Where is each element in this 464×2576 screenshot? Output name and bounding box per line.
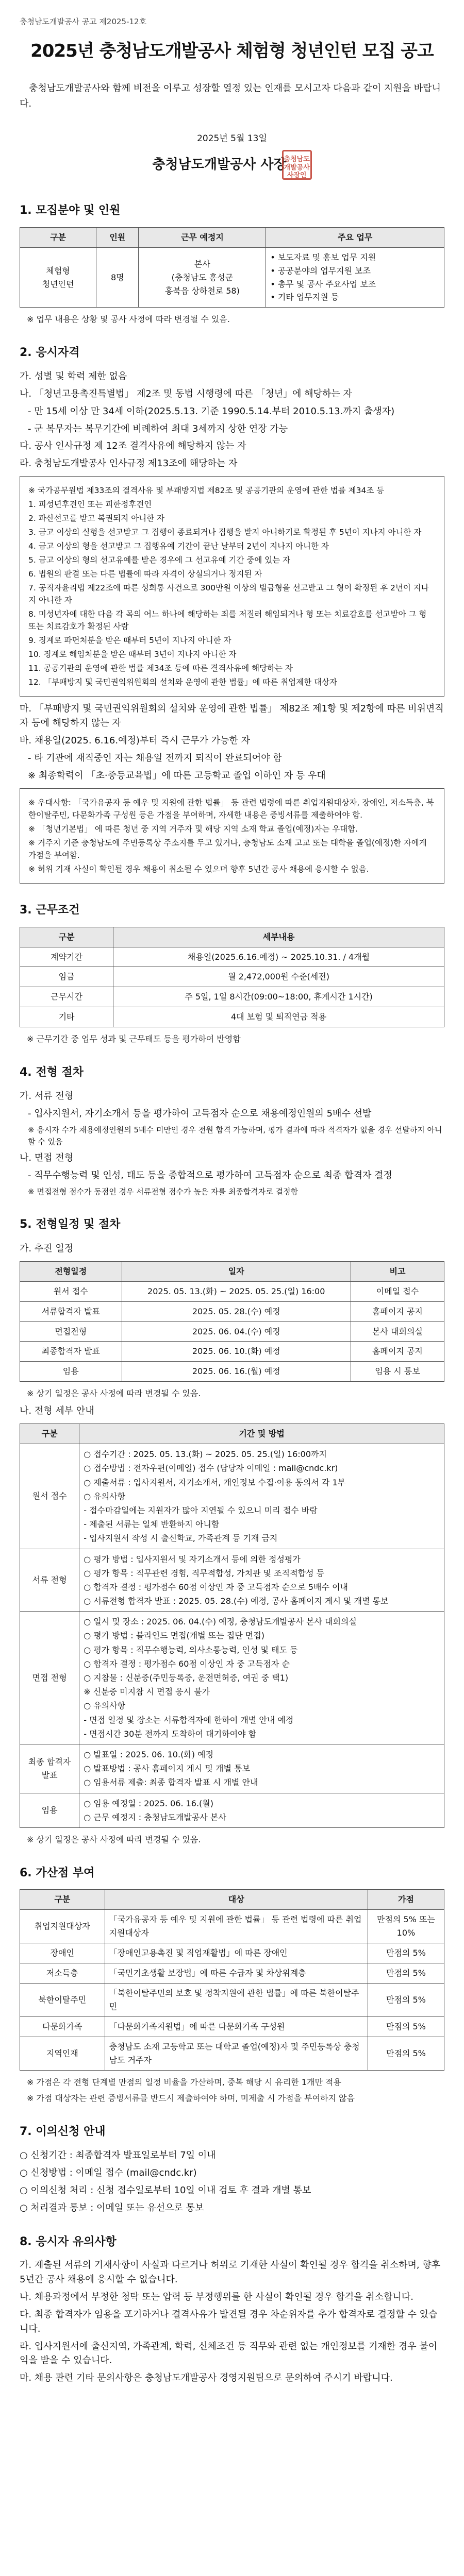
section-title: 1. 모집분야 및 인원 <box>20 204 121 217</box>
table-cell: 취업지원대상자 <box>20 1910 105 1943</box>
section-title: 6. 가산점 부여 <box>20 1866 95 1879</box>
subsection-title: 가. 추진 일정 <box>20 1243 74 1254</box>
table-header: 구분 <box>20 927 113 947</box>
list-item: 라. 충청남도개발공사 인사규정 제13조에 해당하는 자 <box>20 458 238 469</box>
table-header-row <box>20 927 444 947</box>
box-line: 10. 징계로 해임처분을 받은 때부터 3년이 지나지 아니한 자 <box>28 650 237 659</box>
box-line: ※ 국가공무원법 제33조의 결격사유 및 부패방지법 제82조 및 공공기관의 운영에 관한 법률 제34조 등 <box>28 486 385 496</box>
table-row <box>20 2016 444 2037</box>
note: ※ 상기 일정은 공사 사정에 따라 변경될 수 있음. <box>27 1388 201 1399</box>
intro-text: 충청남도개발공사와 함께 비전을 이루고 성장할 열정 있는 인재를 모시고자 다음과 같이 지원을 바랍니다. <box>20 83 441 109</box>
table-cell: 계약기간 <box>20 947 113 967</box>
table-header-row <box>20 1261 444 1281</box>
table-cell: 만점의 5% <box>368 2016 444 2037</box>
table-cell: 저소득층 <box>20 1963 105 1984</box>
box-line: 4. 금고 이상의 형을 선고받고 그 집행유예 기간이 끝난 날부터 2년이 지나지 아니한 자 <box>28 541 329 551</box>
bonus-table <box>20 1889 444 2070</box>
seal-text: 충청남도 개발공사 사장인 <box>284 156 310 180</box>
table-header: 기간 및 방법 <box>79 1424 444 1444</box>
table-row <box>20 987 444 1007</box>
section-title: 5. 전형일정 및 절차 <box>20 1218 121 1231</box>
table-row <box>20 1793 444 1827</box>
list-item: - 군 복무자는 복무기간에 비례하여 최대 3세까지 상한 연장 가능 <box>28 423 288 434</box>
table-cell: 최종 합격자 발표 <box>20 1744 79 1793</box>
table-header: 전형일정 <box>20 1261 122 1281</box>
list-item: 다. 최종 합격자가 임용을 포기하거나 결격사유가 발견될 경우 차순위자를 추가 합격자로 결정할 수 있습니다. <box>20 2309 438 2334</box>
note: ※ 가점 대상자는 관련 증빙서류를 반드시 제출하여야 하며, 미제출 시 가점을 부여하지 않음 <box>27 2093 355 2104</box>
table-cell: 이메일 접수 <box>351 1281 444 1301</box>
table-cell: ○ 접수기간 : 2025. 05. 13.(화) ~ 2025. 05. 25.(일) 16:00까지 ○ 접수방법 : 전자우편(이메일) 접수 (담당자 이메일 : mail@cndc.kr) ○ 제출서류 : 입사지원서, 자기소개서, 개인정보 수집·이용 동의서 각 1부 ○ 유의사항 - 접수마감일에는 지원자가 많아 지연될 수 있으니 미리 접수 바람 - 제출된 서류는 일체 반환하지 아니함 - 입사지원서 작성 시 출신학교, 가족관계 등 기재 금지 <box>79 1444 444 1549</box>
list-item: ※ 면접전형 점수가 동점인 경우 서류전형 점수가 높은 자를 최종합격자로 결정함 <box>28 1187 298 1196</box>
list-item: 다. 공사 인사규정 제 12조 결격사유에 해당하지 않는 자 <box>20 440 246 452</box>
box-line: 7. 공직자윤리법 제22조에 따른 성희롱 사건으로 300만원 이상의 벌금형을 선고받고 그 형이 확정된 후 2년이 지나지 아니한 자 <box>28 583 429 605</box>
table-cell: 장애인 <box>20 1943 105 1963</box>
table-cell: 홈페이지 공지 <box>351 1301 444 1321</box>
list-item: - 타 기관에 재직중인 자는 채용일 전까지 퇴직이 완료되어야 함 <box>28 753 282 764</box>
eligibility-list <box>20 369 444 471</box>
box-line: 9. 징계로 파면처분을 받은 때부터 5년이 지나지 아니한 자 <box>28 636 231 646</box>
box-line: ※ 허위 기재 사실이 확인될 경우 채용이 취소될 수 있으며 향후 5년간 공사 채용에 응시할 수 없음. <box>28 865 369 874</box>
table-header: 인원 <box>96 227 139 247</box>
table-cell: 임용 시 통보 <box>351 1362 444 1382</box>
list-item: - 직무수행능력 및 인성, 태도 등을 종합적으로 평가하여 고득점자 순으로 최종 합격자 결정 <box>28 1170 392 1181</box>
table-cell: 홈페이지 공지 <box>351 1342 444 1362</box>
list-item: 라. 입사지원서에 출신지역, 가족관계, 학력, 신체조건 등 직무와 관련 없는 개인정보를 기재한 경우 불이익을 받을 수 있습니다. <box>20 2341 438 2366</box>
table-cell: ○ 평가 방법 : 입사지원서 및 자기소개서 등에 의한 정성평가 ○ 평가 항목 : 직무관련 경험, 직무적합성, 가치관 및 조직적합성 등 ○ 합격자 결정 : 평가점수 60점 이상인 자 중 고득점자 순으로 5배수 이내 ○ 서류전형 합격자 발표 : 2025. 05. 28.(수) 예정, 공사 홈페이지 게시 및 개별 통보 <box>79 1549 444 1612</box>
table-row <box>20 2037 444 2070</box>
table-cell: 2025. 06. 04.(수) 예정 <box>122 1321 351 1342</box>
list-item: ○ 이의신청 처리 : 신청 접수일로부터 10일 이내 검토 후 결과 개별 통보 <box>20 2184 311 2196</box>
eligibility-extra <box>20 702 444 783</box>
section-title: 7. 이의신청 안내 <box>20 2125 106 2139</box>
caution-list <box>20 2258 444 2385</box>
table-cell: 근무시간 <box>20 987 113 1007</box>
table-cell: 본사 대회의실 <box>351 1321 444 1342</box>
section-title: 8. 응시자 유의사항 <box>20 2235 117 2248</box>
list-item: 마. 채용 관련 기타 문의사항은 충청남도개발공사 경영지원팀으로 문의하여 주시기 바랍니다. <box>20 2372 393 2384</box>
table-row <box>20 247 444 308</box>
box-line: ※ 거주지 기준 충청남도에 주민등록상 주소지를 두고 있거나, 충청남도 소재 고교 또는 대학을 졸업(예정)한 자에게 가점을 부여함. <box>28 838 427 860</box>
table-cell: 만점의 5% 또는 10% <box>368 1910 444 1943</box>
recruit-table <box>20 227 444 308</box>
box-line: 8. 미성년자에 대한 다음 각 목의 어느 하나에 해당하는 죄를 저질러 해임되거나 형 또는 치료감호를 선고받아 그 형 또는 치료감호가 확정된 사람 <box>28 609 427 632</box>
table-row <box>20 1321 444 1342</box>
table-row <box>20 1444 444 1549</box>
table-cell: 체험형 청년인턴 <box>20 247 96 308</box>
table-cell: • 보도자료 및 홍보 업무 지원 • 공공분야의 업무지원 보조 • 총무 및 공사 주요사업 보조 • 기타 업무지원 등 <box>266 247 444 308</box>
table-cell: 서류합격자 발표 <box>20 1301 122 1321</box>
table-cell: 「장애인고용촉진 및 직업재활법」에 따른 장애인 <box>105 1943 368 1963</box>
table-cell: 8명 <box>96 247 139 308</box>
box-line: ※ 「청년기본법」 에 따른 청년 중 지역 거주자 및 해당 지역 소재 학교 졸업(예정)자는 우대함. <box>28 824 358 834</box>
table-cell: 원서 접수 <box>20 1281 122 1301</box>
procedure-list <box>20 1089 444 1198</box>
table-row <box>20 1963 444 1984</box>
disqualification-box <box>20 476 444 697</box>
table-cell: 월 2,472,000원 수준(세전) <box>113 967 444 987</box>
table-cell: ○ 발표일 : 2025. 06. 10.(화) 예정 ○ 발표방법 : 공사 홈페이지 게시 및 개별 통보 ○ 임용서류 제출: 최종 합격자 발표 시 개별 안내 <box>79 1744 444 1793</box>
box-line: 2. 파산선고를 받고 복권되지 아니한 자 <box>28 514 165 523</box>
table-row <box>20 1549 444 1612</box>
note: ※ 상기 일정은 공사 사정에 따라 변경될 수 있음. <box>27 1834 201 1844</box>
table-cell: 지역인재 <box>20 2037 105 2070</box>
list-item: 가. 성별 및 학력 제한 없음 <box>20 370 127 382</box>
list-item: 나. 면접 전형 <box>20 1153 74 1163</box>
box-line: ※ 우대사항: 「국가유공자 등 예우 및 지원에 관한 법률」 등 관련 법령에 따른 취업지원대상자, 장애인, 저소득층, 북한이탈주민, 다문화가족 구성원 등은 가점을 부여하며, 자세한 내용은 증빙서류를 제출하여야 함. <box>28 798 434 820</box>
list-item: 마. 「부패방지 및 국민권익위원회의 설치와 운영에 관한 법률」 제82조 제1항 및 제2항에 따른 비위면직자 등에 해당하지 않는 자 <box>20 703 444 729</box>
table-cell: 채용일(2025.6.16.예정) ~ 2025.10.31. / 4개월 <box>113 947 444 967</box>
list-item: ○ 신청기간 : 최종합격자 발표일로부터 7일 이내 <box>20 2149 216 2161</box>
box-line: 6. 법원의 판결 또는 다른 법률에 따라 자격이 상실되거나 정지된 자 <box>28 569 262 579</box>
table-cell: 「국민기초생활 보장법」에 따른 수급자 및 차상위계층 <box>105 1963 368 1984</box>
table-header-row <box>20 1890 444 1910</box>
table-header: 구분 <box>20 1424 79 1444</box>
table-header: 구분 <box>20 227 96 247</box>
table-cell: 만점의 5% <box>368 1983 444 2016</box>
page-title: 2025년 충청남도개발공사 체험형 청년인턴 모집 공고 <box>30 41 434 62</box>
table-cell: 임용 <box>20 1362 122 1382</box>
table-cell: 기타 <box>20 1007 113 1027</box>
note: ※ 업무 내용은 상황 및 공사 사정에 따라 변경될 수 있음. <box>27 314 230 325</box>
box-line: 5. 금고 이상의 형의 선고유예를 받은 경우에 그 선고유예 기간 중에 있는 자 <box>28 555 291 565</box>
notice-number: 충청남도개발공사 공고 제2025-12호 <box>20 17 147 26</box>
table-cell: 본사 (충청남도 홍성군 홍북읍 상하천로 58) <box>139 247 266 308</box>
org-signature <box>20 150 444 180</box>
list-item: - 입사지원서, 자기소개서 등을 평가하여 고득점자 순으로 채용예정인원의 5배수 선발 <box>28 1108 372 1119</box>
table-cell: 만점의 5% <box>368 1963 444 1984</box>
appeal-list <box>20 2148 444 2215</box>
table-row <box>20 947 444 967</box>
official-seal <box>282 150 312 180</box>
table-cell: ○ 임용 예정일 : 2025. 06. 16.(월) ○ 근무 예정지 : 충청남도개발공사 본사 <box>79 1793 444 1827</box>
conditions-table <box>20 927 444 1028</box>
table-header-row <box>20 1424 444 1444</box>
table-cell: 「국가유공자 등 예우 및 지원에 관한 법률」 등 관련 법령에 따른 취업지원대상자 <box>105 1910 368 1943</box>
table-header: 근무 예정지 <box>139 227 266 247</box>
list-item: ○ 신청방법 : 이메일 접수 (mail@cndc.kr) <box>20 2167 197 2178</box>
table-header: 대상 <box>105 1890 368 1910</box>
list-item: 가. 제출된 서류의 기재사항이 사실과 다르거나 허위로 기재한 사실이 확인될 경우 합격을 취소하며, 향후 5년간 공사 채용에 응시할 수 없습니다. <box>20 2260 441 2285</box>
detail-table <box>20 1423 444 1828</box>
box-line: 3. 금고 이상의 실형을 선고받고 그 집행이 종료되거나 집행을 받지 아니하기로 확정된 후 5년이 지나지 아니한 자 <box>28 528 422 537</box>
table-header: 비고 <box>351 1261 444 1281</box>
table-row <box>20 1342 444 1362</box>
table-cell: 만점의 5% <box>368 2037 444 2070</box>
table-header: 구분 <box>20 1890 105 1910</box>
table-row <box>20 1910 444 1943</box>
table-header-row <box>20 227 444 247</box>
table-cell: 「북한이탈주민의 보호 및 정착지원에 관한 법률」에 따른 북한이탈주민 <box>105 1983 368 2016</box>
section-title: 3. 근무조건 <box>20 904 80 917</box>
table-cell: 서류 전형 <box>20 1549 79 1612</box>
section-title: 2. 응시자격 <box>20 346 80 360</box>
table-cell: 면접 전형 <box>20 1612 79 1744</box>
notice-date: 2025년 5월 13일 <box>197 133 267 144</box>
box-line: 12. 「부패방지 및 국민권익위원회의 설치와 운영에 관한 법률」에 따른 취업제한 대상자 <box>28 677 338 687</box>
list-item: 나. 채용과정에서 부정한 청탁 또는 압력 등 부정행위를 한 사실이 확인될 경우 합격을 취소합니다. <box>20 2291 413 2302</box>
table-cell: 충청남도 소재 고등학교 또는 대학교 졸업(예정)자 및 주민등록상 충청남도 거주자 <box>105 2037 368 2070</box>
table-row <box>20 967 444 987</box>
table-cell: 면접전형 <box>20 1321 122 1342</box>
list-item: 나. 「청년고용촉진특별법」 제2조 및 동법 시행령에 따른 「청년」에 해당하는 자 <box>20 388 352 399</box>
table-cell: 2025. 06. 16.(월) 예정 <box>122 1362 351 1382</box>
box-line: 1. 피성년후견인 또는 피한정후견인 <box>28 500 152 510</box>
table-cell: 주 5일, 1일 8시간(09:00~18:00, 휴게시간 1시간) <box>113 987 444 1007</box>
table-row <box>20 1612 444 1744</box>
note: ※ 가점은 각 전형 단계별 만점의 일정 비율을 가산하며, 중복 해당 시 유리한 1개만 적용 <box>27 2077 341 2087</box>
note: ※ 근무기간 중 업무 성과 및 근무태도 등을 평가하여 반영함 <box>27 1034 241 1044</box>
table-header: 세부내용 <box>113 927 444 947</box>
table-cell: 북한이탈주민 <box>20 1983 105 2016</box>
table-row <box>20 1007 444 1027</box>
table-cell: 최종합격자 발표 <box>20 1342 122 1362</box>
table-cell: 임용 <box>20 1793 79 1827</box>
box-line: 11. 공공기관의 운영에 관한 법률 제34조 등에 따른 결격사유에 해당하는 자 <box>28 664 293 673</box>
table-cell: 다문화가족 <box>20 2016 105 2037</box>
subsection-title: 나. 전형 세부 안내 <box>20 1405 94 1417</box>
table-header: 가점 <box>368 1890 444 1910</box>
table-cell: 「다문화가족지원법」에 따른 다문화가족 구성원 <box>105 2016 368 2037</box>
list-item: ※ 응시자 수가 채용예정인원의 5배수 미만인 경우 전원 합격 가능하며, 평가 결과에 따라 적격자가 없을 경우 선발하지 아니할 수 있음 <box>28 1125 442 1146</box>
list-item: 바. 채용일(2025. 6.16.예정)부터 즉시 근무가 가능한 자 <box>20 735 251 747</box>
org-name: 충청남도개발공사 사장 <box>152 157 287 173</box>
table-row <box>20 1301 444 1321</box>
table-cell: 원서 접수 <box>20 1444 79 1549</box>
table-cell: 4대 보험 및 퇴직연금 적용 <box>113 1007 444 1027</box>
list-item: ○ 처리결과 통보 : 이메일 또는 유선으로 통보 <box>20 2202 204 2213</box>
table-header: 주요 업무 <box>266 227 444 247</box>
table-cell: 2025. 05. 13.(화) ~ 2025. 05. 25.(일) 16:00 <box>122 1281 351 1301</box>
table-header: 일자 <box>122 1261 351 1281</box>
table-cell: 2025. 05. 28.(수) 예정 <box>122 1301 351 1321</box>
table-cell: 만점의 5% <box>368 1943 444 1963</box>
list-item: ※ 최종학력이 「초·중등교육법」에 따른 고등학교 졸업 이하인 자 등 우대 <box>28 770 326 782</box>
list-item: - 만 15세 이상 만 34세 이하(2025.5.13. 기준 1990.5.14.부터 2010.5.13.까지 출생자) <box>28 405 395 417</box>
list-item: 가. 서류 전형 <box>20 1090 74 1101</box>
section-title: 4. 전형 절차 <box>20 1066 84 1079</box>
table-row <box>20 1983 444 2016</box>
table-row <box>20 1744 444 1793</box>
table-cell: 2025. 06. 10.(화) 예정 <box>122 1342 351 1362</box>
schedule-table <box>20 1261 444 1382</box>
table-row <box>20 1281 444 1301</box>
table-cell: ○ 일시 및 장소 : 2025. 06. 04.(수) 예정, 충청남도개발공사 본사 대회의실 ○ 평가 방법 : 블라인드 면접(개별 또는 집단 면접) ○ 평가 항목 : 직무수행능력, 의사소통능력, 인성 및 태도 등 ○ 합격자 결정 : 평가점수 60점 이상인 자 중 고득점자 순 ○ 지참물 : 신분증(주민등록증, 운전면허증, 여권 중 택1) ※ 신분증 미지참 시 면접 응시 불가 ○ 유의사항 - 면접 일정 및 장소는 서류합격자에 한하여 개별 안내 예정 - 면접시간 30분 전까지 도착하여 대기하여야 함 <box>79 1612 444 1744</box>
table-cell: 임금 <box>20 967 113 987</box>
table-row <box>20 1362 444 1382</box>
table-row <box>20 1943 444 1963</box>
preference-box <box>20 788 444 884</box>
